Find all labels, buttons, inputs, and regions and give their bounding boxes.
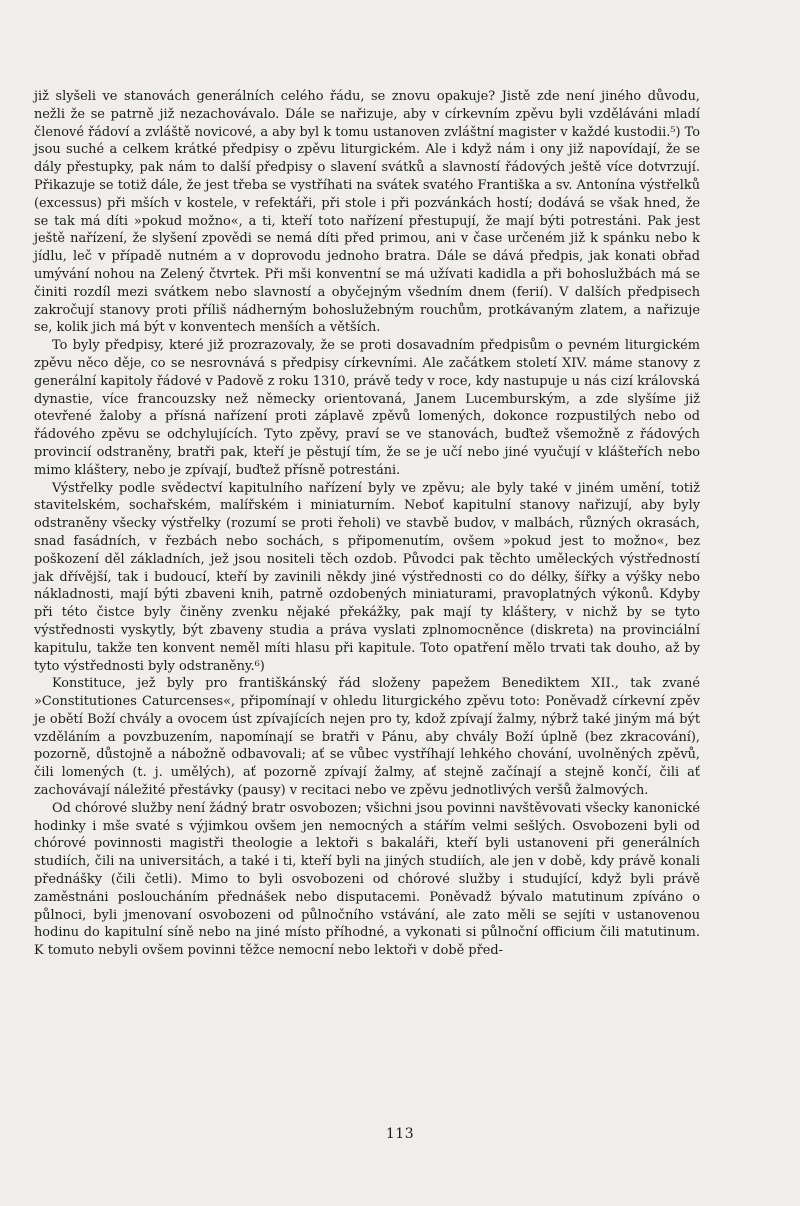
paragraph-2: To byly předpisy, které již prozrazovaly, že se proti dosavadním předpisům o pevném liturgickém zpěvu něco děje, co se nesrovnává s předpisy církevními. Ale začátkem století XIV. máme stanovy z generální kapitoly řádové v Padově z roku 1310, právě tedy v roce, kdy nastupuje u nás cizí královská dynastie, více francouzsky než německy orientovaná, Janem Lucemburským, a zde slyšíme již otevřené žaloby a přísná nařízení proti záplavě zpěvů lomených, dokonce rozpustilých nebo od řádového zpěvu se odchylujících. Tyto zpěvy, praví se ve stanovách, buďtež všemožně z řádových provincií odstraněny, bratři pak, kteří je pěstují tím, že se je učí nebo jiné vyučují v klášteřích nebo mimo kláštery, nebo je zpívají, buďtež přísně potrestáni. xyxy=(34,338,700,478)
paragraph-1: již slyšeli ve stanovách generálních celého řádu, se znovu opakuje? Jistě zde není jiného důvodu, nežli že se patrně již nezachovávalo. Dále se nařizuje, aby v církevním zpěvu byli vzděláváni mladí členové řádoví a zvláště novicové, a aby byl k tomu ustanoven zvláštní magister v každé kustodii.⁵) To jsou suché a celkem krátké předpisy o zpěvu liturgickém. Ale i když nám i ony již napovídají, že se dály přestupky, pak nám to další předpisy o slavení svátků a slavností řádových ještě více dotvrzují. Přikazuje se totiž dále, že jest třeba se vystříhati na svátek svatého Františka a sv. Antonína výstřelků (excessus) při mších v kostele, v refektáři, při stole i při pozvánkách hostí; dodává se však hned, že se tak má díti »pokud možno«, a ti, kteří toto nařízení přestupují, že mají býti potrestáni. Pak jest ještě nařízení, že slyšení zpovědi se nemá díti před primou, ani v čase určeném již k spánku nebo k jídlu, leč v případě nutném a v doprovodu jednoho bratra. Dále se dává předpis, jak konati obřad umývání nohou na Zelený čtvrtek. Při mši konventní se má užívati kadidla a při bohoslužbách má se činiti rozdíl mezi svátkem nebo slavností a obyčejným všedním dnem (ferií). V dalších předpisech zakročují stanovy proti příliš nádherným bohoslužebným rouchům, protkávaným zlatem, a nařizuje se, kolik jich má být v konventech menších a větších. xyxy=(34,89,700,336)
paragraph-3: Výstřelky podle svědectví kapitulního nařízení byly ve zpěvu; ale byly také v jiném umění, totiž stavitelském, sochařském, malířském i miniaturním. Neboť kapitulní stanovy nařizují, aby byly odstraněny všecky výstřelky (rozumí se proti řeholi) ve stavbě budov, v malbách, různých okrasách, snad fasádních, v řezbách nebo sochách, s připomenutím, ovšem »pokud jest to možno«, bez poškození děl základních, jež jsou nositeli těch ozdob. Původci pak těchto uměleckých výstředností jak dřívější, tak i budoucí, kteří by zavinili někdy jiné výstřednosti co do délky, šířky a výšky nebo nákladnosti, mají býti zbaveni knih, patrně ozdobených miniaturami, pravoplatných výkonů. Kdyby při této čistce byly činěny zvenku nějaké překážky, pak mají ty kláštery, v nichž by se tyto výstřednosti vyskytly, být zbaveny studia a práva vyslati zplnomocněnce (diskreta) na provinciální kapitulu, takže ten konvent neměl míti hlasu při kapitule. Toto opatření mělo trvati tak douho, až by tyto výstřednosti byly odstraněny.⁶) xyxy=(34,480,700,674)
paragraph-4: Konstituce, jež byly pro františkánský řád složeny papežem Benediktem XII., tak zvané »Constitutiones Caturcenses«, připomínají v ohledu liturgického zpěvu toto: Poněvadž církevní zpěv je obětí Boží chvály a ovocem úst zpívajících nejen pro ty, kdož zpívají žalmy, nýbrž také jiným má být vzděláním a povzbuzením, napomínají se bratři v Pánu, aby chvály Boží úplně (bez zkracování), pozorně, důstojně a nábožně odbavovali; ať se vůbec vystříhají lehkého chování, uvolněných zpěvů, čili lomených (t. j. umělých), ať pozorně zpívají žalmy, ať stejně začínají a stejně končí, čili ať zachovávají náležité přestávky (pausy) v recitaci nebo ve zpěvu jednotlivých veršů žalmových. xyxy=(34,676,700,799)
paragraph-5: Od chórové služby není žádný bratr osvobozen; všichni jsou povinni navštěvovati všecky kanonické hodinky i mše svaté s výjimkou ovšem jen nemocných a stářím velmi sešlých. Osvobozeni byli od chórové povinnosti magistři theologie a lektoři s bakaláři, kteří byli ustanoveni při generálních studiích, čili na universitách, a také i ti, kteří byli na jiných studiích, ale jen v době, kdy právě konali přednášky (čili četli). Mimo to byli osvobozeni od chórové služby i studující, když byli právě zaměstnáni posloucháním přednášek nebo disputacemi. Poněvadž bývalo matutinum zpíváno o půlnoci, byli jmenovaní osvobozeni od půlnočního vstávání, ale zato měli se sejíti v ustanovenou hodinu do kapitulní síně nebo na jiné místo příhodné, a vykonati si půlnoční officium čili matutinum. K tomuto nebyli ovšem povinni těžce nemocní nebo lektoři v době před- xyxy=(34,800,700,959)
book-page-text xyxy=(34,88,700,960)
page-number: 113 xyxy=(385,1126,415,1142)
